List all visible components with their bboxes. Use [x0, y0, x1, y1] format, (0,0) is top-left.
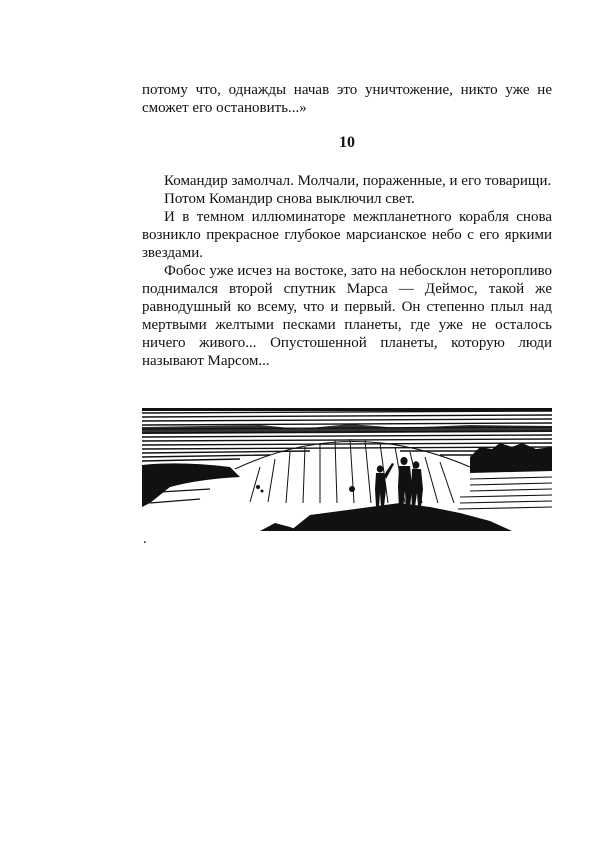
trailing-mark: .: [143, 531, 147, 547]
paragraph: Потом Командир снова выключил свет.: [164, 191, 415, 207]
paragraph: И в темном иллюминаторе межпланетного корабля снова возникло прекрасное глубокое марсианское небо с его яркими звездами.: [142, 209, 552, 261]
opening-paragraph: потому что, однажды начав это уничтожение, никто уже не сможет его остановить...»: [142, 82, 552, 116]
paragraph: Командир замолчал. Молчали, пораженные, и его товарищи.: [164, 173, 552, 189]
martian-landscape-illustration: [140, 407, 554, 531]
human-figures: [375, 457, 423, 509]
chapter-body: [142, 172, 552, 370]
chapter-number: 10: [339, 134, 355, 151]
paragraph: Фобос уже исчез на востоке, зато на небосклон неторопливо поднимался второй спутник Марса — Деймос, такой же равнодушный ко всему, что и первый. Он степенно плыл над мертвыми желтыми песками планеты, где уже не осталось ничего живого... Опустошенной планеты, которую люди называют Марсом...: [142, 263, 552, 369]
